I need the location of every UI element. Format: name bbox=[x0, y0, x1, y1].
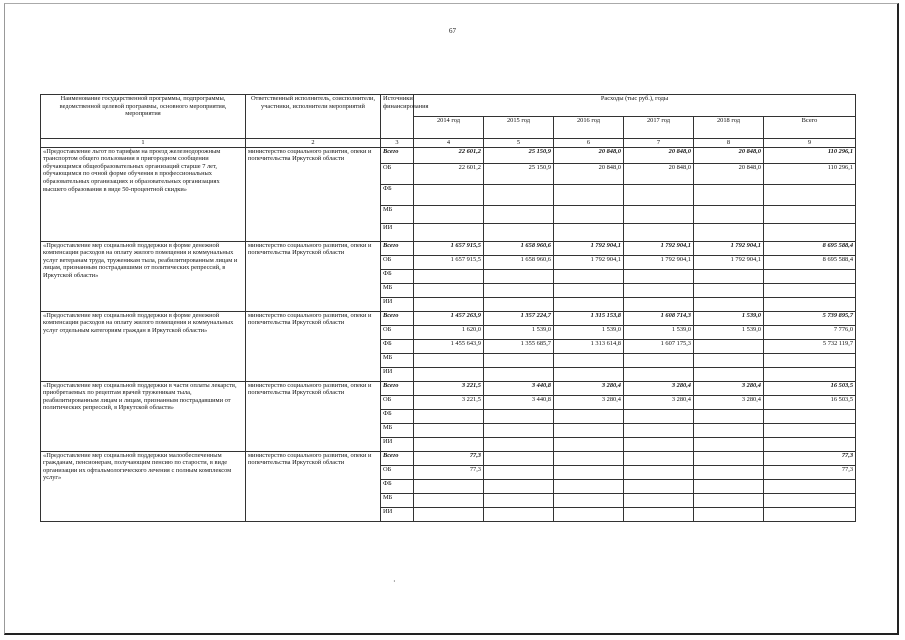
year-value: 20 848,0 bbox=[694, 163, 764, 184]
year-value bbox=[624, 507, 694, 521]
total-value: 7 776,0 bbox=[764, 325, 856, 339]
year-value bbox=[554, 223, 624, 241]
funding-source: ФБ bbox=[381, 269, 414, 283]
year-value: 1 539,0 bbox=[694, 325, 764, 339]
total-value: 16 503,5 bbox=[764, 381, 856, 395]
table-row bbox=[41, 451, 856, 465]
year-value bbox=[484, 184, 554, 205]
total-value bbox=[764, 479, 856, 493]
year-value bbox=[624, 465, 694, 479]
year-value: 3 221,5 bbox=[414, 381, 484, 395]
funding-source: ОБ bbox=[381, 395, 414, 409]
table-row bbox=[41, 147, 856, 163]
year-value bbox=[484, 437, 554, 451]
year-value bbox=[554, 507, 624, 521]
year-value bbox=[624, 437, 694, 451]
year-value: 1 313 614,8 bbox=[554, 339, 624, 353]
funding-source: ФБ bbox=[381, 409, 414, 423]
year-value: 3 440,8 bbox=[484, 395, 554, 409]
funding-source: МБ bbox=[381, 493, 414, 507]
year-value: 77,3 bbox=[414, 451, 484, 465]
column-number: 9 bbox=[764, 139, 856, 148]
header-name: Наименование государственной программы, подпрограммы, ведомственной целевой программы, основного мероприятия, мероприятия bbox=[41, 95, 246, 139]
funding-source: ИИ bbox=[381, 437, 414, 451]
year-value: 77,3 bbox=[414, 465, 484, 479]
funding-source: Всего bbox=[381, 451, 414, 465]
funding-source: Всего bbox=[381, 311, 414, 325]
year-value: 20 848,0 bbox=[554, 163, 624, 184]
total-value bbox=[764, 184, 856, 205]
total-value: 110 296,1 bbox=[764, 163, 856, 184]
funding-source: ФБ bbox=[381, 339, 414, 353]
year-value: 1 792 904,1 bbox=[624, 241, 694, 255]
year-value bbox=[554, 479, 624, 493]
year-value: 1 658 960,6 bbox=[484, 241, 554, 255]
total-value bbox=[764, 269, 856, 283]
year-value: 22 601,2 bbox=[414, 163, 484, 184]
year-value: 1 792 904,1 bbox=[694, 241, 764, 255]
measure-name: «Предоставление мер социальной поддержки малообеспеченным гражданам, пенсионерам, получающим пенсию по старости, в виде организации их офтальмологического лечения с полным комплексом услуг» bbox=[41, 451, 246, 521]
year-value bbox=[624, 353, 694, 367]
year-value bbox=[414, 223, 484, 241]
header-total: Всего bbox=[764, 117, 856, 139]
year-value bbox=[624, 493, 694, 507]
total-value bbox=[764, 409, 856, 423]
year-value bbox=[694, 493, 764, 507]
column-number: 8 bbox=[694, 139, 764, 148]
funding-source: ФБ bbox=[381, 184, 414, 205]
measure-executor: министерство социального развития, опеки и попечительства Иркутской области bbox=[246, 311, 381, 381]
year-value: 22 601,2 bbox=[414, 147, 484, 163]
funding-source: ИИ bbox=[381, 367, 414, 381]
year-value: 1 792 904,1 bbox=[624, 255, 694, 269]
year-value: 3 221,5 bbox=[414, 395, 484, 409]
year-value bbox=[484, 205, 554, 223]
year-value bbox=[484, 409, 554, 423]
funding-source: МБ bbox=[381, 205, 414, 223]
funding-source: Всего bbox=[381, 381, 414, 395]
year-value: 1 539,0 bbox=[554, 325, 624, 339]
year-value: 3 280,4 bbox=[554, 381, 624, 395]
total-value: 110 296,1 bbox=[764, 147, 856, 163]
year-value bbox=[414, 479, 484, 493]
year-value: 1 315 153,8 bbox=[554, 311, 624, 325]
year-value: 1 455 643,9 bbox=[414, 339, 484, 353]
year-value: 1 355 685,7 bbox=[484, 339, 554, 353]
year-value bbox=[624, 223, 694, 241]
year-value bbox=[694, 409, 764, 423]
column-number: 6 bbox=[554, 139, 624, 148]
total-value bbox=[764, 437, 856, 451]
year-value bbox=[624, 479, 694, 493]
year-value bbox=[624, 409, 694, 423]
year-value: 3 280,4 bbox=[694, 395, 764, 409]
column-number: 1 bbox=[41, 139, 246, 148]
year-value bbox=[694, 479, 764, 493]
bullet-dot: · bbox=[393, 577, 396, 586]
expenses-table bbox=[40, 94, 856, 522]
year-value bbox=[484, 297, 554, 311]
year-value: 20 848,0 bbox=[624, 147, 694, 163]
funding-source: ИИ bbox=[381, 297, 414, 311]
year-value: 3 440,8 bbox=[484, 381, 554, 395]
year-value bbox=[694, 223, 764, 241]
year-value: 3 280,4 bbox=[624, 395, 694, 409]
total-value: 8 695 588,4 bbox=[764, 241, 856, 255]
year-value bbox=[554, 367, 624, 381]
funding-source: ИИ bbox=[381, 223, 414, 241]
year-value bbox=[414, 283, 484, 297]
year-value bbox=[484, 269, 554, 283]
total-value: 8 695 588,4 bbox=[764, 255, 856, 269]
year-value bbox=[484, 465, 554, 479]
year-value bbox=[694, 297, 764, 311]
total-value bbox=[764, 223, 856, 241]
funding-source: ОБ bbox=[381, 163, 414, 184]
header-year: 2016 год bbox=[554, 117, 624, 139]
year-value: 25 150,9 bbox=[484, 163, 554, 184]
measure-name: «Предоставление мер социальной поддержки в форме денежной компенсации расходов на оплату жилого помещения и коммунальных услуг отдельным категориям граждан в Иркутской области» bbox=[41, 311, 246, 381]
year-value bbox=[554, 409, 624, 423]
header-year: 2017 год bbox=[624, 117, 694, 139]
year-value bbox=[624, 283, 694, 297]
year-value bbox=[694, 423, 764, 437]
total-value bbox=[764, 353, 856, 367]
header-executor: Ответственный исполнитель, соисполнители, участники, исполнители мероприятий bbox=[246, 95, 381, 139]
total-value: 5 732 119,7 bbox=[764, 339, 856, 353]
header-year: 2014 год bbox=[414, 117, 484, 139]
year-value: 1 792 904,1 bbox=[694, 255, 764, 269]
year-value: 3 280,4 bbox=[624, 381, 694, 395]
total-value bbox=[764, 493, 856, 507]
year-value bbox=[624, 269, 694, 283]
total-value bbox=[764, 283, 856, 297]
funding-source: ОБ bbox=[381, 325, 414, 339]
total-value: 77,3 bbox=[764, 465, 856, 479]
year-value bbox=[414, 353, 484, 367]
year-value bbox=[624, 184, 694, 205]
year-value bbox=[694, 353, 764, 367]
year-value bbox=[694, 451, 764, 465]
page-number: 67 bbox=[449, 27, 456, 35]
column-number: 5 bbox=[484, 139, 554, 148]
header-year: 2018 год bbox=[694, 117, 764, 139]
year-value bbox=[694, 465, 764, 479]
year-value bbox=[484, 479, 554, 493]
year-value bbox=[414, 493, 484, 507]
year-value bbox=[554, 205, 624, 223]
year-value bbox=[624, 423, 694, 437]
year-value bbox=[484, 507, 554, 521]
year-value: 1 620,0 bbox=[414, 325, 484, 339]
year-value bbox=[694, 437, 764, 451]
year-value: 1 539,0 bbox=[694, 311, 764, 325]
year-value bbox=[694, 339, 764, 353]
year-value: 25 150,9 bbox=[484, 147, 554, 163]
total-value: 77,3 bbox=[764, 451, 856, 465]
year-value bbox=[554, 465, 624, 479]
funding-source: МБ bbox=[381, 283, 414, 297]
total-value bbox=[764, 423, 856, 437]
measure-executor: министерство социального развития, опеки и попечительства Иркутской области bbox=[246, 241, 381, 311]
table-row bbox=[41, 381, 856, 395]
year-value: 1 607 175,3 bbox=[624, 339, 694, 353]
year-value bbox=[414, 205, 484, 223]
year-value bbox=[554, 437, 624, 451]
total-value: 5 739 895,7 bbox=[764, 311, 856, 325]
year-value bbox=[484, 353, 554, 367]
year-value: 1 539,0 bbox=[624, 325, 694, 339]
year-value bbox=[694, 507, 764, 521]
year-value: 1 658 960,6 bbox=[484, 255, 554, 269]
year-value: 1 657 915,5 bbox=[414, 241, 484, 255]
header-expenses: Расходы (тыс руб.), годы bbox=[414, 95, 856, 117]
table-row bbox=[41, 241, 856, 255]
year-value bbox=[414, 367, 484, 381]
year-value bbox=[624, 451, 694, 465]
funding-source: Всего bbox=[381, 147, 414, 163]
year-value bbox=[484, 451, 554, 465]
header-source: Источники финансирования bbox=[381, 95, 414, 139]
year-value bbox=[694, 269, 764, 283]
column-number: 4 bbox=[414, 139, 484, 148]
year-value: 3 280,4 bbox=[694, 381, 764, 395]
funding-source: МБ bbox=[381, 423, 414, 437]
column-number: 2 bbox=[246, 139, 381, 148]
total-value: 16 503,5 bbox=[764, 395, 856, 409]
measure-name: «Предоставление льгот по тарифам на проезд железнодорожным транспортом общего пользования в пригородном сообщении обучающимся общеобразовательных организаций старше 7 лет, обучающимся по очной форме обучения в профессиональных образовательных организациях и образовательных организациях высшего образования в виде 50-процентной скидки» bbox=[41, 147, 246, 241]
year-value bbox=[624, 205, 694, 223]
year-value bbox=[414, 297, 484, 311]
year-value: 20 848,0 bbox=[624, 163, 694, 184]
year-value bbox=[694, 367, 764, 381]
year-value: 1 539,0 bbox=[484, 325, 554, 339]
year-value: 20 848,0 bbox=[554, 147, 624, 163]
funding-source: ИИ bbox=[381, 507, 414, 521]
year-value: 1 792 904,1 bbox=[554, 255, 624, 269]
year-value bbox=[484, 493, 554, 507]
year-value bbox=[414, 269, 484, 283]
year-value: 20 848,0 bbox=[694, 147, 764, 163]
year-value bbox=[414, 507, 484, 521]
year-value bbox=[554, 423, 624, 437]
year-value: 1 657 915,5 bbox=[414, 255, 484, 269]
year-value bbox=[554, 451, 624, 465]
total-value bbox=[764, 507, 856, 521]
year-value bbox=[554, 184, 624, 205]
year-value bbox=[484, 223, 554, 241]
year-value: 1 457 263,9 bbox=[414, 311, 484, 325]
table-row bbox=[41, 311, 856, 325]
year-value bbox=[414, 423, 484, 437]
year-value bbox=[554, 297, 624, 311]
funding-source: МБ bbox=[381, 353, 414, 367]
funding-source: ОБ bbox=[381, 255, 414, 269]
funding-source: Всего bbox=[381, 241, 414, 255]
year-value: 1 608 714,3 bbox=[624, 311, 694, 325]
year-value bbox=[554, 269, 624, 283]
year-value: 1 357 224,7 bbox=[484, 311, 554, 325]
year-value bbox=[554, 353, 624, 367]
year-value bbox=[624, 297, 694, 311]
year-value: 3 280,4 bbox=[554, 395, 624, 409]
year-value: 1 792 904,1 bbox=[554, 241, 624, 255]
year-value bbox=[414, 409, 484, 423]
year-value bbox=[414, 437, 484, 451]
measure-executor: министерство социального развития, опеки и попечительства Иркутской области bbox=[246, 381, 381, 451]
header-year: 2015 год bbox=[484, 117, 554, 139]
total-value bbox=[764, 367, 856, 381]
funding-source: ФБ bbox=[381, 479, 414, 493]
column-number: 3 bbox=[381, 139, 414, 148]
year-value bbox=[484, 367, 554, 381]
year-value bbox=[484, 283, 554, 297]
year-value bbox=[694, 283, 764, 297]
total-value bbox=[764, 297, 856, 311]
year-value bbox=[414, 184, 484, 205]
year-value bbox=[484, 423, 554, 437]
measure-executor: министерство социального развития, опеки и попечительства Иркутской области bbox=[246, 451, 381, 521]
measure-name: «Предоставление мер социальной поддержки в части оплаты лекарств, приобретаемых по рецептам врачей труженикам тыла, реабилитированным лицам и лицам, признанным пострадавшими от политических репрессий, в Иркутской области» bbox=[41, 381, 246, 451]
measure-name: «Предоставление мер социальной поддержки в форме денежной компенсации расходов на оплату жилого помещения и коммунальных услуг ветеранам труда, труженикам тыла, реабилитированным лицам и лицам, признанным пострадавшими от политических репрессий, в Иркутской области» bbox=[41, 241, 246, 311]
funding-source: ОБ bbox=[381, 465, 414, 479]
year-value bbox=[554, 493, 624, 507]
year-value bbox=[624, 367, 694, 381]
year-value bbox=[694, 205, 764, 223]
measure-executor: министерство социального развития, опеки и попечительства Иркутской области bbox=[246, 147, 381, 241]
year-value bbox=[554, 283, 624, 297]
column-number: 7 bbox=[624, 139, 694, 148]
year-value bbox=[694, 184, 764, 205]
total-value bbox=[764, 205, 856, 223]
